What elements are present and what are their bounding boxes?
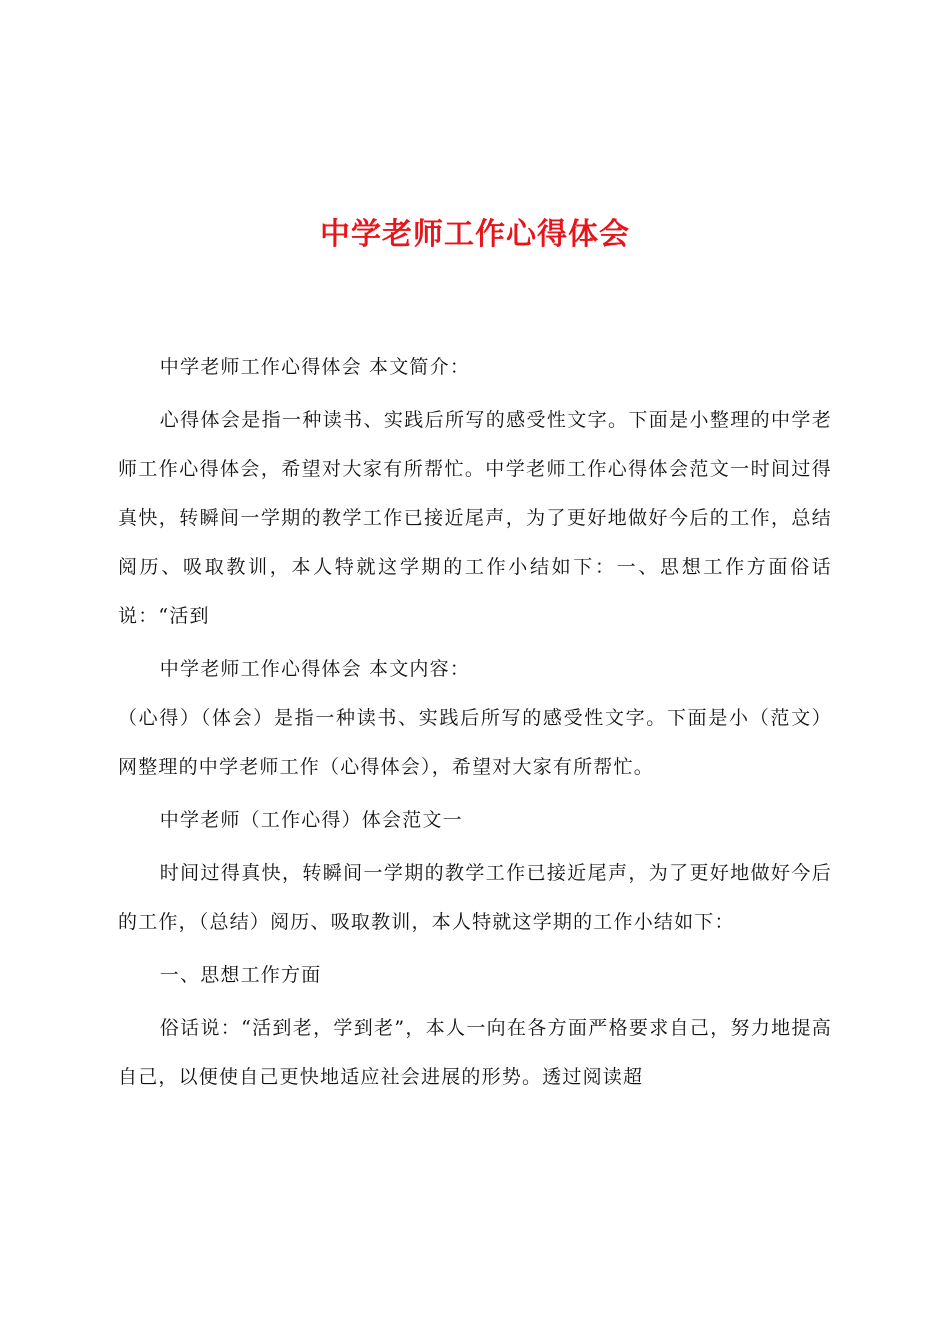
paragraph-intro-heading: 中学老师工作心得体会 本文简介： bbox=[159, 356, 471, 378]
paragraph-summary: 心得体会是指一种读书、实践后所写的感受性文字。下面是小整理的中学老师工作心得体会，希望对大家有所帮忙。中学老师工作心得体会范文一时间过得真快，转瞬间一学期的教学工作已接近尾声，为了更好地做好今后的工作，总结阅历、吸取教训，本人特就这学期的工作小结如下：一、思想工作方面俗话说：“活到 bbox=[118, 409, 832, 627]
document-body bbox=[118, 343, 832, 1102]
paragraph-section-body: 俗话说：“活到老，学到老”，本人一向在各方面严格要求自己，努力地提高自己，以便使自己更快地适应社会进展的形势。透过阅读超 bbox=[118, 1017, 832, 1088]
paragraph-section-heading: 一、思想工作方面 bbox=[159, 964, 322, 986]
document-title: 中学老师工作心得体会 bbox=[320, 217, 630, 252]
paragraph-example-heading: 中学老师（工作心得）体会范文一 bbox=[159, 809, 463, 831]
paragraph-content-intro: （心得）（体会）是指一种读书、实践后所写的感受性文字。下面是小（范文）网整理的中学老师工作（心得体会），希望对大家有所帮忙。 bbox=[118, 707, 832, 778]
paragraph-content-heading: 中学老师工作心得体会 本文内容： bbox=[159, 658, 471, 680]
paragraph-example-opening: 时间过得真快，转瞬间一学期的教学工作已接近尾声，为了更好地做好今后的工作，（总结）阅历、吸取教训，本人特就这学期的工作小结如下： bbox=[118, 862, 832, 933]
